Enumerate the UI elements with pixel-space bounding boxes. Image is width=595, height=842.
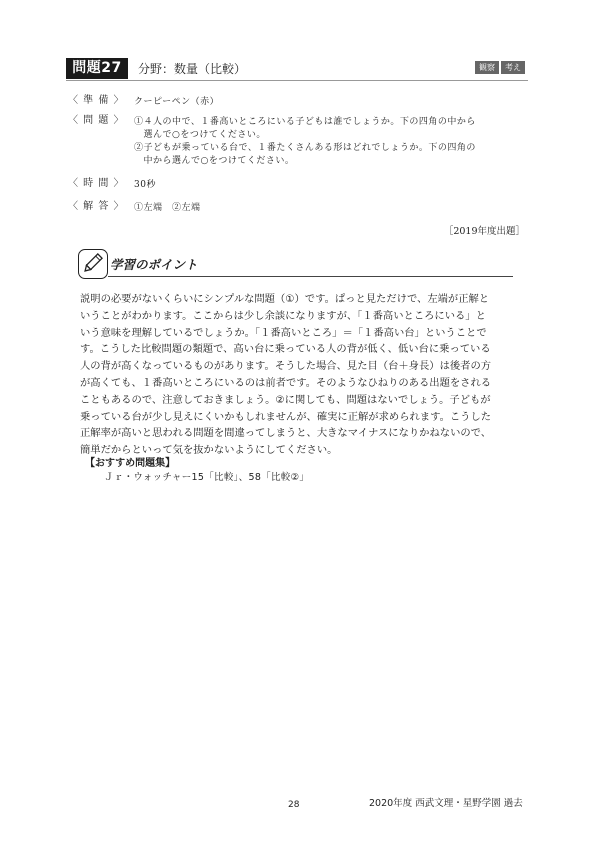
mondai-label: 〈 問 題 〉 <box>68 115 125 126</box>
kaito-label: 〈 解 答 〉 <box>68 201 125 212</box>
point-line: 簡単だからといって気を抜かないようにしてください。 <box>80 444 338 457</box>
point-line: が高くても、１番高いところにいるのは前者です。そのようなひねりのある出題をされる <box>80 376 492 389</box>
page-number: 28 <box>288 800 300 810</box>
point-divider <box>108 276 513 277</box>
question-number-badge: 問題27 <box>66 58 128 79</box>
junbi-text: クーピーペン（赤） <box>134 97 220 107</box>
tag-thinking: 考え <box>501 61 525 74</box>
footer-title: 2020年度 西武文理・星野学園 過去 <box>369 798 523 809</box>
point-line: いう意味を理解しているでしょうか。「１番高いところ」＝「１番高い台」ということで <box>80 326 487 339</box>
point-line: こともあるので、注意しておきましょう。②に関しても、問題はないでしょう。子どもが <box>80 393 491 406</box>
mondai-line-4: 中から選んで○をつけてください。 <box>134 156 295 166</box>
point-body <box>80 291 520 459</box>
point-line: 説明の必要がないくらいにシンプルな問題（①）です。ぱっと見ただけで、左端が正解と <box>80 293 490 305</box>
junbi-label: 〈 準 備 〉 <box>68 95 125 106</box>
mondai-line-3: ②子どもが乗っている台で、１番たくさんある形はどれでしょうか。下の四角の <box>134 143 476 153</box>
point-line: いうことがわかります。ここからは少し余談になりますが、「１番高いところにいる」と <box>80 309 486 322</box>
mondai-line-1: ①４人の中で、１番高いところにいる子どもは誰でしょうか。下の四角の中から <box>134 117 476 127</box>
kaito-text: ①左端 ②左端 <box>134 203 201 213</box>
header-divider <box>66 80 528 81</box>
recommend-item: Ｊｒ・ウォッチャー15「比較」、58「比較②」 <box>104 472 310 483</box>
year-note: ［2019年度出題］ <box>443 226 525 237</box>
jikan-label: 〈 時 間 〉 <box>68 178 125 189</box>
jikan-text: 30秒 <box>134 180 156 190</box>
point-line: す。こうした比較問題の類題で、高い台に乗っている人の背が低く、低い台に乗っている <box>80 343 491 356</box>
recommend-title: 【おすすめ問題集】 <box>85 458 176 469</box>
pencil-icon <box>78 249 108 279</box>
mondai-line-2: 選んで○をつけてください。 <box>134 130 266 140</box>
point-line: 人の背が高くなっているものがあります。そうした場合、見た目（台＋身長）は後者の方 <box>80 360 492 373</box>
point-title: 学習のポイント <box>110 257 198 272</box>
tag-observation: 観察 <box>475 61 499 74</box>
point-line: 正解率が高いと思われる問題を間違ってしまうと、大きなマイナスになりかねないので、 <box>80 427 492 440</box>
field-label: 分野：数量（比較） <box>138 62 247 76</box>
point-line: 乗っている台が少し見えにくいかもしれませんが、確実に正解が求められます。こうした <box>80 410 492 423</box>
category-tags <box>475 61 525 74</box>
